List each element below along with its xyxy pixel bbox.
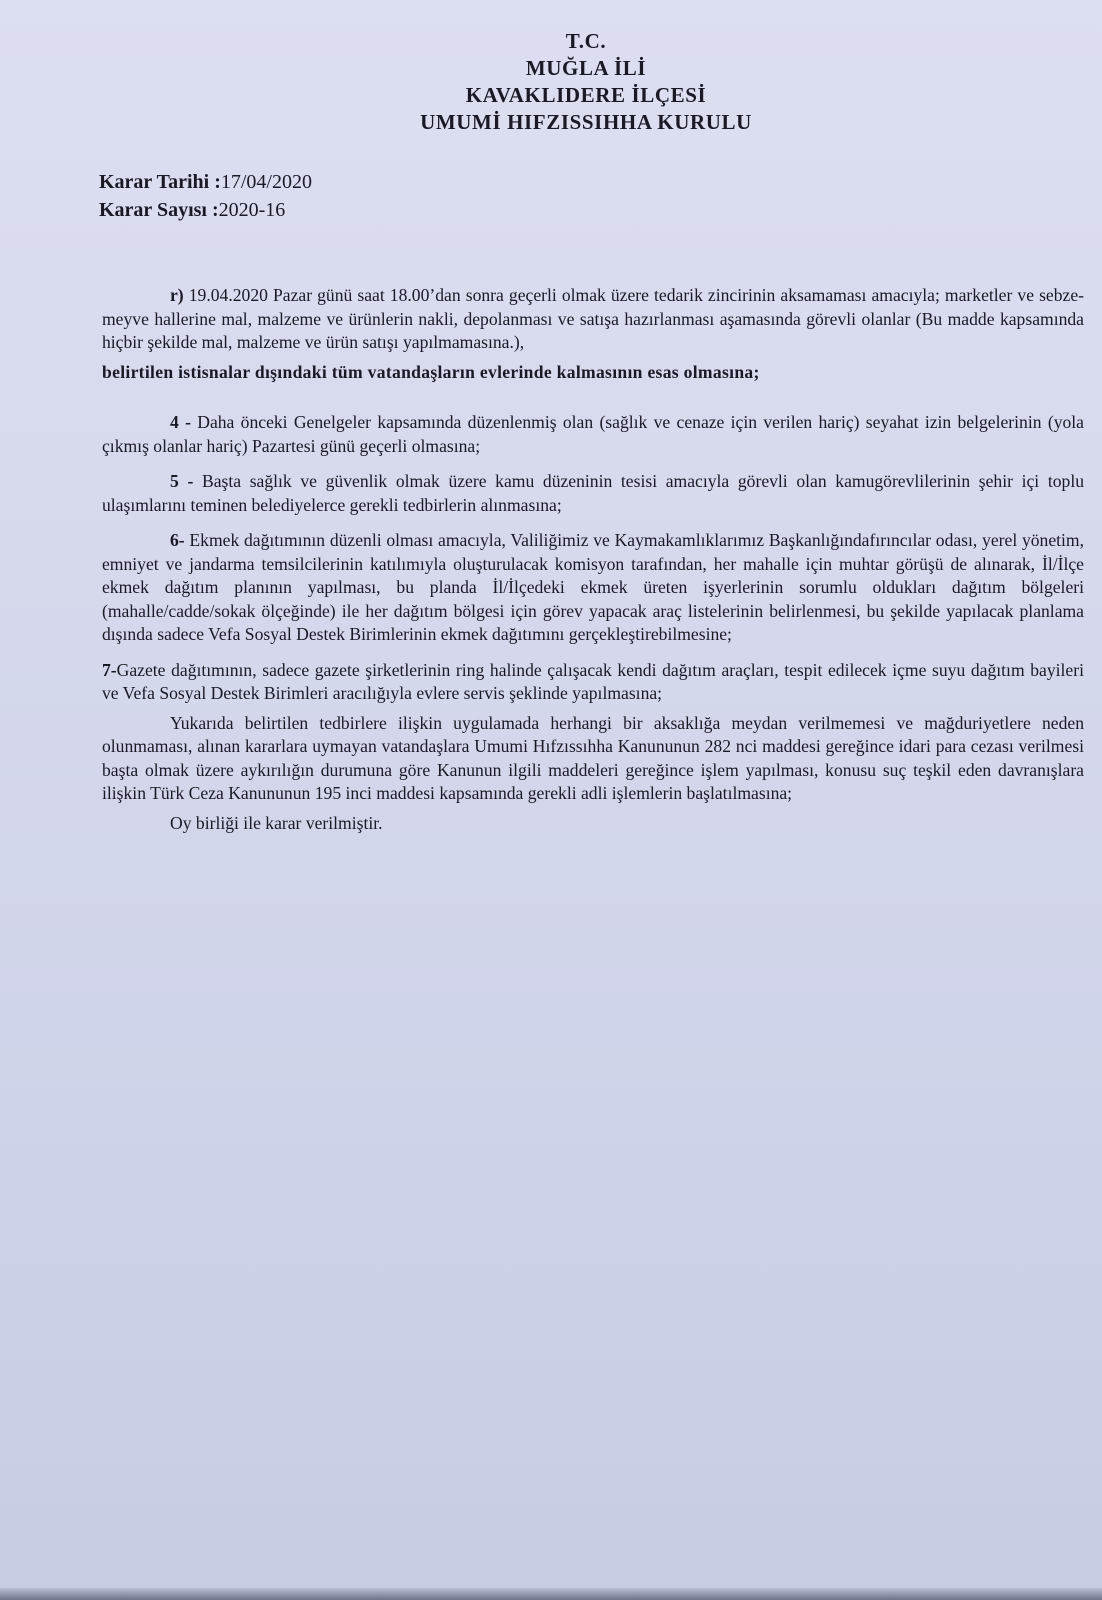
header-line-board: UMUMİ HIFZISSIHHA KURULU: [420, 110, 752, 134]
paragraph-closing: Yukarıda belirtilen tedbirlere ilişkin uygulamada herhangi bir aksaklığa meydan verilmemesi ve mağduriyetlere neden olunmaması, alınan kararlara uymayan vatandaşlara Umumi Hıfzıssıhha Kanununun 282 nci maddesi gereğince idari para cezası verilmesi başta olmak üzere aykırılığın durumuna göre Kanunun ilgili maddeleri gereğince işlem yapılması, konusu suç teşkil eden davranışlara ilişkin Türk Ceza Kanununun 195 inci maddesi kapsamında gerekli adli işlemlerin başlatılmasına;: [102, 712, 1084, 803]
paragraph-item-7: [102, 659, 1084, 706]
paragraph-decision: Oy birliği ile karar verilmiştir.: [170, 812, 383, 833]
paragraph-item-r: [102, 284, 1084, 355]
decision-date-row: [99, 168, 312, 196]
item-r-label: r): [170, 285, 184, 305]
header-line-district: KAVAKLIDERE İLÇESİ: [465, 83, 707, 107]
item-5-label: 5 -: [170, 471, 194, 491]
item-5-text: Başta sağlık ve güvenlik olmak üzere kamu düzeninin tesisi amacıyla görevli olan kamugörevlilerinin şehir içi toplu ulaşımlarını teminen belediyelerce gerekli tedbirlerin alınmasına;: [102, 471, 1084, 515]
decision-number-label: Karar Sayısı :: [99, 199, 219, 221]
paragraph-item-4: [102, 411, 1084, 458]
item-r-text: 19.04.2020 Pazar günü saat 18.00’dan sonra geçerli olmak üzere tedarik zincirinin aksamaması amacıyla; marketler ve sebze-meyve hallerine mal, malzeme ve ürünlerin nakli, depolanması ve satışa hazırlanması aşamasında görevli olanlar (Bu madde kapsamında hiçbir şekilde mal, malzeme ve ürün satışı yapılmamasına.),: [102, 285, 1085, 352]
paragraph-item-6: [102, 529, 1084, 647]
decision-number-row: [99, 196, 312, 224]
document-header: [0, 28, 1102, 136]
decision-number-value: 2020-16: [218, 199, 286, 221]
item-6-text: Ekmek dağıtımının düzenli olması amacıyla, Valiliğimiz ve Kaymakamlıklarımız Başkanlığındafırıncılar odası, yerel yönetim, emniyet ve jandarma temsilcilerinin katılımıyla oluşturulacak komisyon tarafından, her mahalle için muhtar görüşü de alınarak, İl/İlçe ekmek dağıtım planının yapılması, bu planda İl/İlçedeki ekmek üreten işyerlerinin sorumlu oldukları dağıtım bölgeleri (mahalle/cadde/sokak ölçeğinde) ile her dağıtım bölgesi için görev yapacak araç listelerinin belirlenmesi, bu şekilde yapılacak planlama dışında sadece Vefa Sosyal Destek Birimlerinin ekmek dağıtımını gerçekleştirebilmesine;: [102, 530, 1084, 644]
page-bottom-edge: [0, 1588, 1102, 1600]
paragraph-item-5: [102, 470, 1084, 517]
header-line-province: MUĞLA İLİ: [525, 56, 647, 80]
decision-meta: [99, 168, 312, 224]
item-7-label: 7-: [102, 659, 117, 680]
item-6-label: 6-: [170, 530, 185, 550]
decision-date-value: 17/04/2020: [220, 171, 312, 193]
item-7-text: Gazete dağıtımının, sadece gazete şirketlerinin ring halinde çalışacak kendi dağıtım araçları, tespit edilecek içme suyu dağıtım bayileri ve Vefa Sosyal Destek Birimleri aracılığıyla evlere servis şeklinde yapılmasına;: [102, 659, 1084, 703]
decision-date-label: Karar Tarihi :: [99, 171, 221, 193]
header-line-tc: T.C.: [565, 29, 607, 53]
document-body: [102, 284, 1084, 835]
item-4-label: 4 -: [170, 412, 191, 432]
item-4-text: Daha önceki Genelgeler kapsamında düzenlenmiş olan (sağlık ve cenaze için verilen hariç) seyahat izin belgelerinin (yola çıkmış olanlar hariç) Pazartesi günü geçerli olmasına;: [102, 412, 1084, 456]
paragraph-statement: belirtilen istisnalar dışındaki tüm vatandaşların evlerinde kalmasının esas olmasına;: [102, 361, 760, 382]
